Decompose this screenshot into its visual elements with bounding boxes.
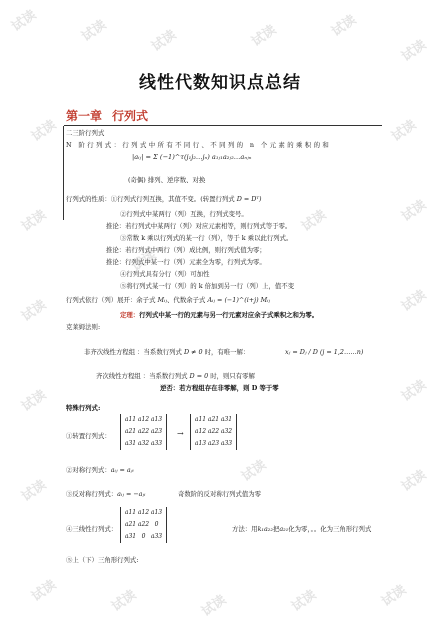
watermark-text: 试读 [19, 387, 50, 415]
text-line: ①转置行列式： [66, 432, 111, 440]
matrix-cell: a33 [150, 440, 163, 447]
cofactor-formula: Aᵢⱼ = (−1)^(i+j) Mᵢⱼ [207, 296, 271, 304]
D-eq-zero: D = 0 [189, 372, 209, 380]
method-label-b: 把 [272, 525, 280, 533]
text-line: ②行列式中某两行（列）互换，行列式变号。 [120, 210, 248, 218]
symmetric-formula: aᵢⱼ = aⱼᵢ [110, 466, 134, 474]
watermark-text: 试读 [249, 22, 280, 50]
watermark-text: 试读 [19, 207, 50, 235]
symmetric-label: ②对称行列式： [66, 466, 111, 474]
matrix-cell: a22 [207, 428, 220, 435]
matrix-cell: 0 [154, 521, 159, 528]
watermark-text: 试读 [79, 17, 110, 45]
chapter-name: 行列式 [112, 109, 149, 123]
matrix-cell: a13 [150, 509, 163, 516]
margin-rule [63, 126, 64, 220]
watermark-text: 试读 [389, 117, 420, 145]
matrix-cell: a11 [124, 509, 137, 516]
matrix-cell: a12 [137, 509, 150, 516]
matrix-row [124, 426, 163, 438]
det-definition-formula: |aᵢⱼ| = Σ (−1)^τ(j₁j₂…jₙ) a₁ⱼ₁a₂ⱼ₂…aₙⱼₙ [132, 153, 252, 161]
theorem-text: 行列式中某一行的元素与另一行元素对应余子式乘积之和为零。 [139, 311, 319, 319]
text-line: N 阶行列式：行列式中所有不同行、不同列的 n 个元素的乘积的和 [66, 141, 332, 149]
matrix-cell: a21 [124, 521, 137, 528]
transpose-formula: D = Dᵀ) [236, 195, 262, 203]
a21-symbol: a₂₁ [279, 525, 289, 533]
matrix-cell: a11 [194, 416, 207, 423]
k1a22-symbol: k₁a₂₂ [257, 525, 273, 533]
text-line: 推论：若行列式中某两行（列）对应元素相等，则行列式等于零。 [106, 222, 292, 230]
matrix-cell: a12 [194, 428, 207, 435]
watermark-text: 试读 [299, 207, 330, 235]
watermark-text: 试读 [129, 247, 160, 275]
matrix-cell: a11 [124, 416, 137, 423]
matrix-cell: a13 [150, 416, 163, 423]
matrix-cell: a32 [137, 440, 150, 447]
watermark-text: 试读 [19, 477, 50, 505]
matrix-cell: a33 [150, 533, 163, 540]
nonhomogeneous-label: 非齐次线性方程组 ：当系数行列式 [84, 348, 182, 356]
watermark-text: 试读 [29, 577, 60, 605]
matrix-original [120, 414, 167, 450]
watermark-text: 试读 [379, 582, 410, 610]
matrix-three-line [120, 507, 167, 543]
method-label: 方法：用 [232, 525, 258, 533]
matrix-cell: a21 [207, 416, 220, 423]
matrix-cell: a31 [124, 440, 137, 447]
text-line [66, 296, 270, 305]
chapter-number: 第一章 [66, 109, 103, 123]
watermark-text: 试读 [239, 457, 270, 485]
theorem-line [120, 311, 318, 320]
D-ne-zero: D ≠ 0 [183, 348, 203, 356]
watermark-text: 试读 [399, 197, 430, 225]
text-line: ⑤上（下）三角形行列式: [66, 556, 139, 564]
watermark-text: 试读 [199, 592, 230, 620]
method-label-c: 化为零，。。化为三角形行列式 [288, 525, 372, 533]
antisymmetric-formula: aᵢⱼ = −aⱼᵢ [117, 490, 146, 498]
text-line [66, 195, 262, 204]
matrix-row [124, 507, 163, 519]
watermark-text: 试读 [289, 587, 320, 615]
matrix-cell: a31 [220, 416, 233, 423]
antisymmetric-label: ③反对称行列式： [66, 490, 118, 498]
matrix-row [124, 519, 163, 531]
watermark-text: 试读 [109, 587, 140, 615]
homogeneous-label-b: 时，则只有零解 [210, 372, 255, 380]
watermark-text: 试读 [19, 297, 50, 325]
text-line: ⑤将行列式某一行（列）的 k 倍加到另一行（列）上，值不变 [120, 282, 295, 290]
watermark-text: 试读 [29, 117, 60, 145]
matrix-cell: a22 [137, 428, 150, 435]
watermark-text: 试读 [399, 467, 430, 495]
text-line [96, 372, 255, 381]
matrix-cell: a22 [137, 521, 150, 528]
text-line: 克莱姆法则: [66, 323, 101, 331]
nonhomogeneous-label-b: 时，有唯一解： [204, 348, 250, 356]
matrix-cell: a21 [124, 428, 137, 435]
text-line: 奇数阶的反对称行列式值为零 [178, 490, 262, 498]
matrix-row [194, 438, 233, 450]
properties-title: 行列式的性质： [66, 195, 111, 203]
text-line: ④三线性行列式： [66, 525, 118, 533]
watermark-text: 试读 [399, 287, 430, 315]
text-line: 推论：行列式中某一行（列）元素全为零，行列式为零。 [106, 258, 266, 266]
matrix-row [124, 414, 163, 426]
matrix-transposed [190, 414, 237, 450]
expand-label-b: 、代数余子式 [167, 296, 206, 304]
theorem-label: 定理： [120, 311, 140, 319]
text-line [66, 490, 145, 499]
matrix-cell: 0 [141, 533, 146, 540]
text-line [66, 466, 134, 475]
watermark-text: 试读 [9, 7, 40, 35]
text-line [232, 525, 371, 534]
text-line [84, 348, 249, 357]
text-line: 二三阶行列式 [66, 129, 105, 137]
matrix-cell: a33 [220, 440, 233, 447]
matrix-cell: a12 [137, 416, 150, 423]
cramer-solution-formula: xⱼ = Dⱼ / D (j = 1,2……n) [285, 348, 364, 356]
expand-label: 行列式依行（列）展开：余子式 [66, 296, 156, 304]
watermark-text: 试读 [399, 37, 430, 65]
special-determinants-heading: 特殊行列式: [66, 404, 101, 412]
matrix-row [194, 426, 233, 438]
text-line: ④行列式具有分行（列）可加性 [120, 270, 210, 278]
matrix-cell: a32 [220, 428, 233, 435]
chapter-divider [64, 125, 382, 126]
matrix-cell: a23 [150, 428, 163, 435]
text-line: ③常数 k 乘以行列式的某一行（列），等于 k 乘以此行列式。 [120, 234, 293, 242]
text-line: 逆否：若方程组存在非零解，则 D 等于零 [160, 384, 279, 392]
chapter-heading [66, 107, 148, 124]
matrix-row [124, 438, 163, 450]
matrix-cell: a31 [124, 533, 137, 540]
watermark-text: 试读 [329, 12, 360, 40]
homogeneous-label: 齐次线性方程组 ：当系数行列式 [96, 372, 188, 380]
property-1: ①行列式行列互换，其值不变。(转置行列式 [110, 195, 235, 203]
matrix-cell: a23 [207, 440, 220, 447]
watermark-text: 试读 [149, 27, 180, 55]
page-title: 线性代数知识点总结 [139, 73, 301, 93]
text-line: 推论：若行列式中两行（列）成比例，则行列式值为零； [106, 246, 266, 254]
matrix-row [194, 414, 233, 426]
watermark-text: 试读 [399, 377, 430, 405]
arrow-icon: → [177, 429, 184, 438]
minor-symbol: Mᵢⱼ [157, 296, 168, 304]
matrix-row [124, 531, 163, 543]
text-line: (奇偶) 排列、逆序数、对换 [128, 176, 206, 184]
matrix-cell: a13 [194, 440, 207, 447]
